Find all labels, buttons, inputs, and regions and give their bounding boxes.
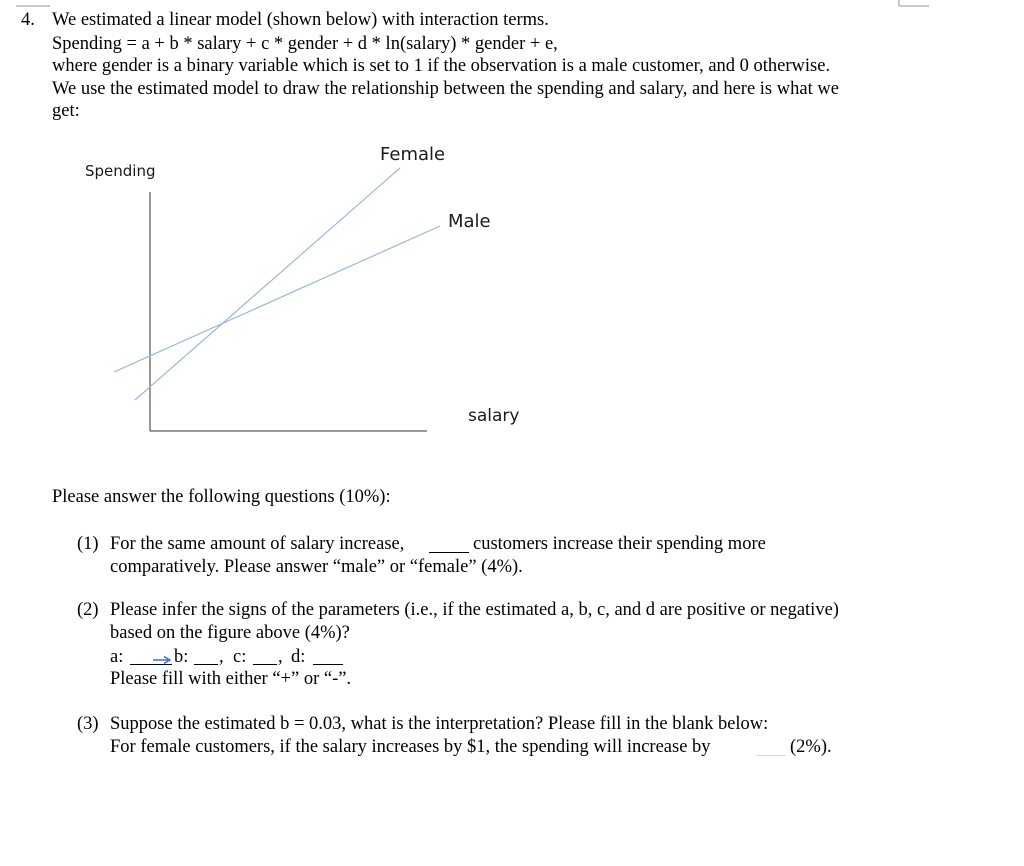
- arrow-icon: [152, 655, 172, 665]
- female-line: [135, 168, 400, 400]
- spending-salary-figure: [0, 130, 600, 450]
- question-line-5: get:: [52, 101, 80, 121]
- q2-d-blank[interactable]: [313, 664, 343, 665]
- q2-b-blank[interactable]: [194, 664, 218, 665]
- q2-line-2: based on the figure above (4%)?: [110, 623, 350, 643]
- q2-number: (2): [77, 600, 99, 620]
- q3-line-1: Suppose the estimated b = 0.03, what is the interpretation? Please fill in the blank below:: [110, 714, 769, 734]
- q1-line-1b: customers increase their spending more: [473, 534, 766, 554]
- male-label: Male: [448, 211, 491, 232]
- q1-number: (1): [77, 534, 99, 554]
- q2-sep-1: ,: [219, 647, 224, 667]
- questions-prompt: Please answer the following questions (10%):: [52, 487, 391, 507]
- question-line-4: We use the estimated model to draw the relationship between the spending and salary, and here is what we: [52, 79, 839, 99]
- q2-a-label: a:: [110, 647, 124, 667]
- question-number: 4.: [21, 10, 35, 30]
- question-line-3: where gender is a binary variable which is set to 1 if the observation is a male customer, and 0 otherwise.: [52, 56, 831, 76]
- q2-b-label: b:: [174, 647, 189, 667]
- q2-c-blank[interactable]: [253, 664, 277, 665]
- q1-line-2: comparatively. Please answer “male” or “female” (4%).: [110, 557, 523, 577]
- q1-line-1a: For the same amount of salary increase,: [110, 534, 405, 554]
- page-corner-mark-right: [895, 0, 935, 14]
- q2-d-label: d:: [291, 647, 306, 667]
- y-axis-label: Spending: [85, 162, 156, 180]
- q3-line-2b: (2%).: [790, 737, 832, 757]
- q1-answer-blank[interactable]: [429, 552, 469, 553]
- q2-line-4: Please fill with either “+” or “-”.: [110, 669, 352, 689]
- q2-c-label: c:: [233, 647, 247, 667]
- q3-line-2a: For female customers, if the salary increases by $1, the spending will increase by: [110, 737, 711, 757]
- female-label: Female: [380, 144, 446, 165]
- question-line-2: Spending = a + b * salary + c * gender + d * ln(salary) * gender + e,: [52, 34, 558, 54]
- q2-sep-2: ,: [278, 647, 283, 667]
- male-line: [114, 226, 440, 372]
- q3-answer-blank[interactable]: [756, 755, 786, 756]
- x-axis-label: salary: [468, 406, 520, 426]
- q3-number: (3): [77, 714, 99, 734]
- question-line-1: We estimated a linear model (shown below) with interaction terms.: [52, 10, 549, 30]
- q2-line-1: Please infer the signs of the parameters (i.e., if the estimated a, b, c, and d are positive or negative): [110, 600, 839, 620]
